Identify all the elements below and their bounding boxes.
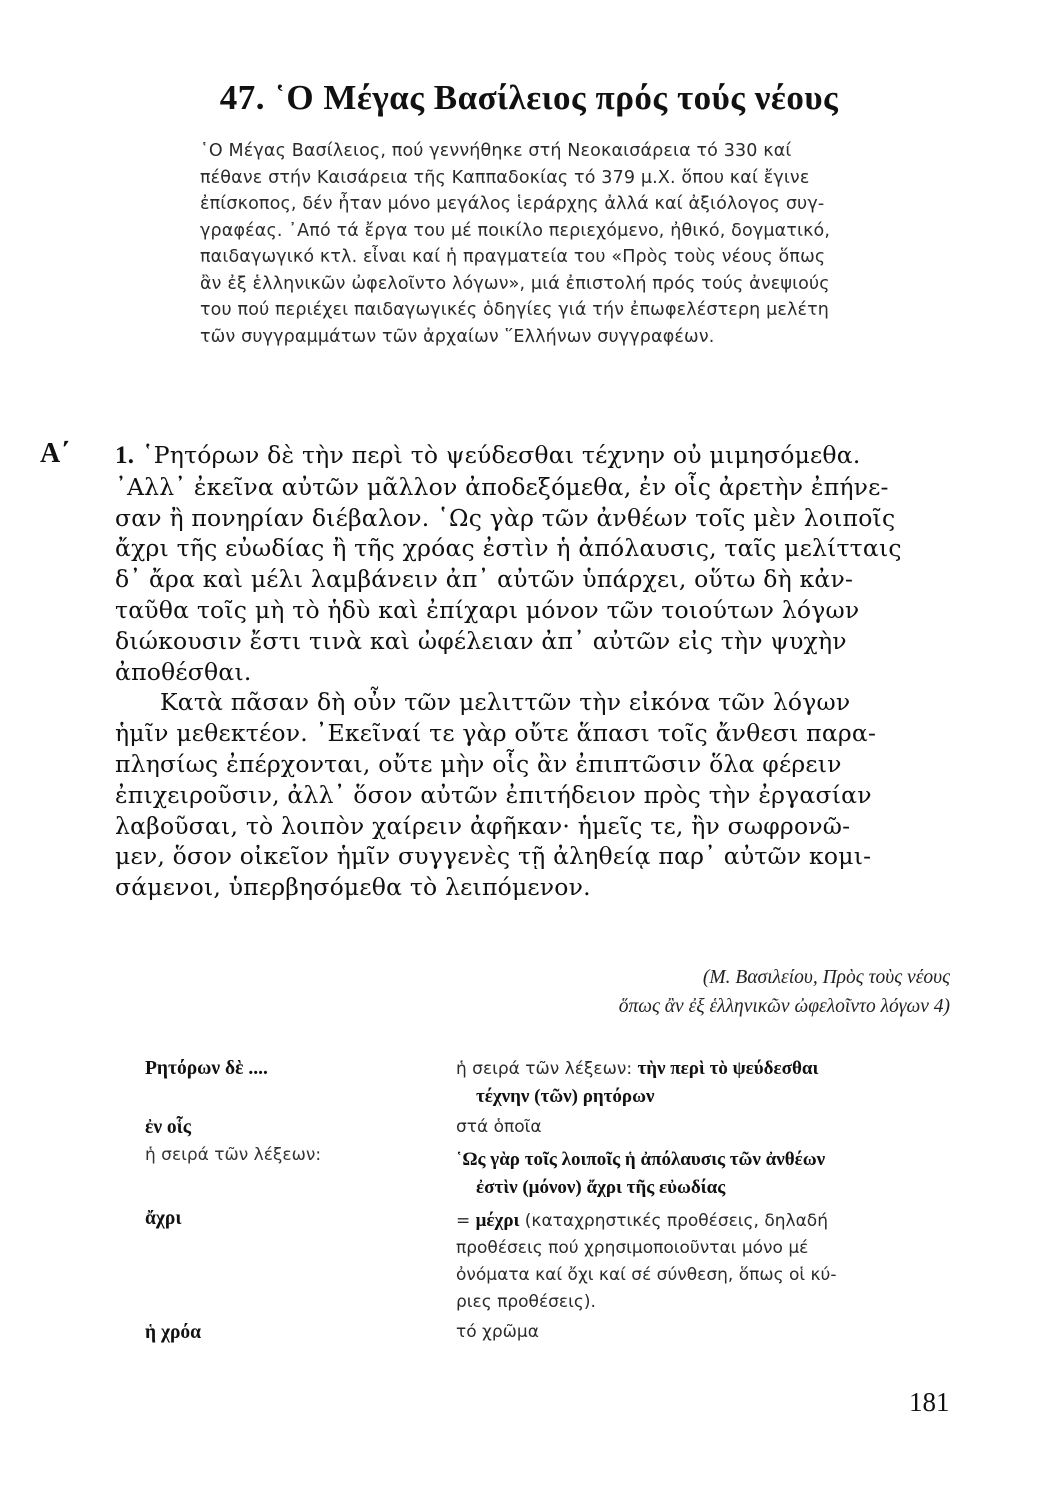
chapter-title: 47. ῾Ο Μέγας Βασίλειος πρός τούς νέους [219,78,839,117]
intro-paragraph [200,138,960,350]
gloss-line: στά ὁποῖα [456,1117,542,1137]
intro-line: πέθανε στήν Καισάρεια τῆς Καππαδοκίας τό 379 μ.Χ. ὅπου καί ἔγινε [200,167,810,188]
gloss-definition [456,1146,956,1202]
gloss-definition [456,1207,956,1316]
source-citation [350,963,950,1021]
passage-line [115,440,965,472]
gloss-term: ἡ χρόα [145,1322,202,1343]
passage-line: διώκουσιν ἔστι τινὰ καὶ ὠφέλειαν ἀπ᾿ αὐτῶν εἰς τὴν ψυχὴν [115,626,847,655]
gloss-text: (καταχρηστικές προθέσεις, δηλαδή [519,1211,828,1231]
gloss-term: ἄχρι [145,1208,182,1229]
gloss-definition [456,1055,956,1111]
passage-number: 1. [115,442,135,469]
passage-line-text: ῾Ρητόρων δὲ τὴν περὶ τὸ ψεύδεσθαι τέχνην οὐ μιμησόμεθα. [141,441,861,469]
passage-line: ἄχρι τῆς εὐωδίας ἢ τῆς χρόας ἐστὶν ἡ ἀπόλαυσις, ταῖς μελίτταις [115,534,902,563]
gloss-bold-text: μέχρι [475,1210,520,1231]
gloss-term: ἡ σειρά τῶν λέξεων: [145,1145,322,1165]
gloss-line: τό χρῶμα [456,1322,539,1342]
passage-line: ταῦθα τοῖς μὴ τὸ ἡδὺ καὶ ἐπίχαρι μόνον τῶν τοιούτων λόγων [115,595,860,624]
gloss-term: Ρητόρων δὲ .... [145,1058,268,1079]
source-line: ὅπως ἂν ἐξ ἑλληνικῶν ὠφελοῖντο λόγων 4) [618,996,950,1017]
passage-line: ᾿Αλλ᾿ ἐκεῖνα αὐτῶν μᾶλλον ἀποδεξόμεθα, ἐν οἷς ἀρετὴν ἐπήνε- [115,472,889,501]
gloss-definition [456,1319,956,1346]
gloss-bold-text: τὴν περὶ τὸ ψεύδεσθαι [637,1058,819,1079]
gloss-definition [456,1114,956,1141]
section-marker: Α΄ [40,438,70,469]
gloss-line: ὀνόματα καί ὄχι καί σέ σύνθεση, ὅπως οἱ κύ- [456,1265,837,1285]
gloss-bold-text: ἐστὶν (μόνον) ἄχρι τῆς εὐωδίας [476,1177,726,1198]
intro-line: του πού περιέχει παιδαγωγικές ὁδηγίες γιά τήν ἐπωφελέστερη μελέτη [200,300,830,320]
gloss-bold-text: τέχνην (τῶν) ρητόρων [476,1086,655,1107]
intro-line: ἂν ἐξ ἑλληνικῶν ὠφελοῖντο λόγων», μιά ἐπιστολή πρός τούς ἀνεψιούς [200,273,830,294]
gloss-line [456,1055,956,1083]
passage-line: δ᾿ ἄρα καὶ μέλι λαμβάνειν ἀπ᾿ αὐτῶν ὑπάρχει, οὕτω δὴ κἀν- [115,565,854,594]
passage-line: ἡμῖν μεθεκτέον. ᾿Εκεῖναί τε γὰρ οὔτε ἅπασι τοῖς ἄνθεσι παρα- [115,719,877,748]
gloss-term: ἐν οἷς [145,1117,191,1138]
greek-passage [115,440,965,903]
source-line: (Μ. Βασιλείου, Πρὸς τοὺς νέους [702,967,950,988]
intro-line: τῶν συγγραμμάτων τῶν ἀρχαίων ῞Ελλήνων συγγραφέων. [200,326,715,347]
passage-line: σάμενοι, ὑπερβησόμεθα τὸ λειπόμενον. [115,873,591,902]
passage-line: Κατὰ πᾶσαν δὴ οὖν τῶν μελιττῶν τὴν εἰκόνα τῶν λόγων [160,688,851,717]
gloss-bold-text: ῾Ως γὰρ τοῖς λοιποῖς ἡ ἀπόλαυσις τῶν ἀνθέων [456,1149,826,1170]
gloss-line: προθέσεις πού χρησιμοποιοῦνται μόνο μέ [456,1238,809,1258]
gloss-text: ἡ σειρά τῶν λέξεων: [456,1059,638,1079]
passage-line: πλησίως ἐπέρχονται, οὔτε μὴν οἷς ἂν ἐπιπτῶσιν ὅλα φέρειν [115,749,842,778]
gloss-text: = [456,1211,476,1231]
gloss-line [456,1083,956,1111]
gloss-line [456,1146,956,1174]
passage-line: μεν, ὅσον οἰκεῖον ἡμῖν συγγενὲς τῇ ἀληθείᾳ παρ᾿ αὐτῶν κομι- [115,842,872,871]
gloss-line [456,1207,956,1235]
passage-line: ἐπιχειροῦσιν, ἀλλ᾿ ὅσον αὐτῶν ἐπιτήδειον πρὸς τὴν ἐργασίαν [115,780,872,809]
intro-line: ἐπίσκοπος, δέν ἦταν μόνο μεγάλος ἱεράρχης ἀλλά καί ἀξιόλογος συγ- [200,194,825,214]
intro-line: παιδαγωγικό κτλ. εἶναι καί ἡ πραγματεία του «Πρὸς τοὺς νέους ὅπως [200,247,826,267]
passage-line: λαβοῦσαι, τὸ λοιπὸν χαίρειν ἀφῆκαν· ἡμεῖς τε, ἢν σωφρονῶ- [115,811,851,840]
intro-line: γραφέας. ᾿Από τά ἔργα του μέ ποικίλο περιεχόμενο, ἠθικό, δογματικό, [200,220,831,241]
page-number: 181 [909,1387,950,1417]
intro-line: ῾Ο Μέγας Βασίλειος, πού γεννήθηκε στή Νεοκαισάρεια τό 330 καί [200,141,792,161]
passage-line: σαν ἢ πονηρίαν διέβαλον. ῾Ως γὰρ τῶν ἀνθέων τοῖς μὲν λοιποῖς [115,503,896,532]
gloss-line: ριες προθέσεις). [456,1292,596,1312]
gloss-line [456,1174,956,1202]
passage-line: ἀποθέσθαι. [115,657,252,686]
